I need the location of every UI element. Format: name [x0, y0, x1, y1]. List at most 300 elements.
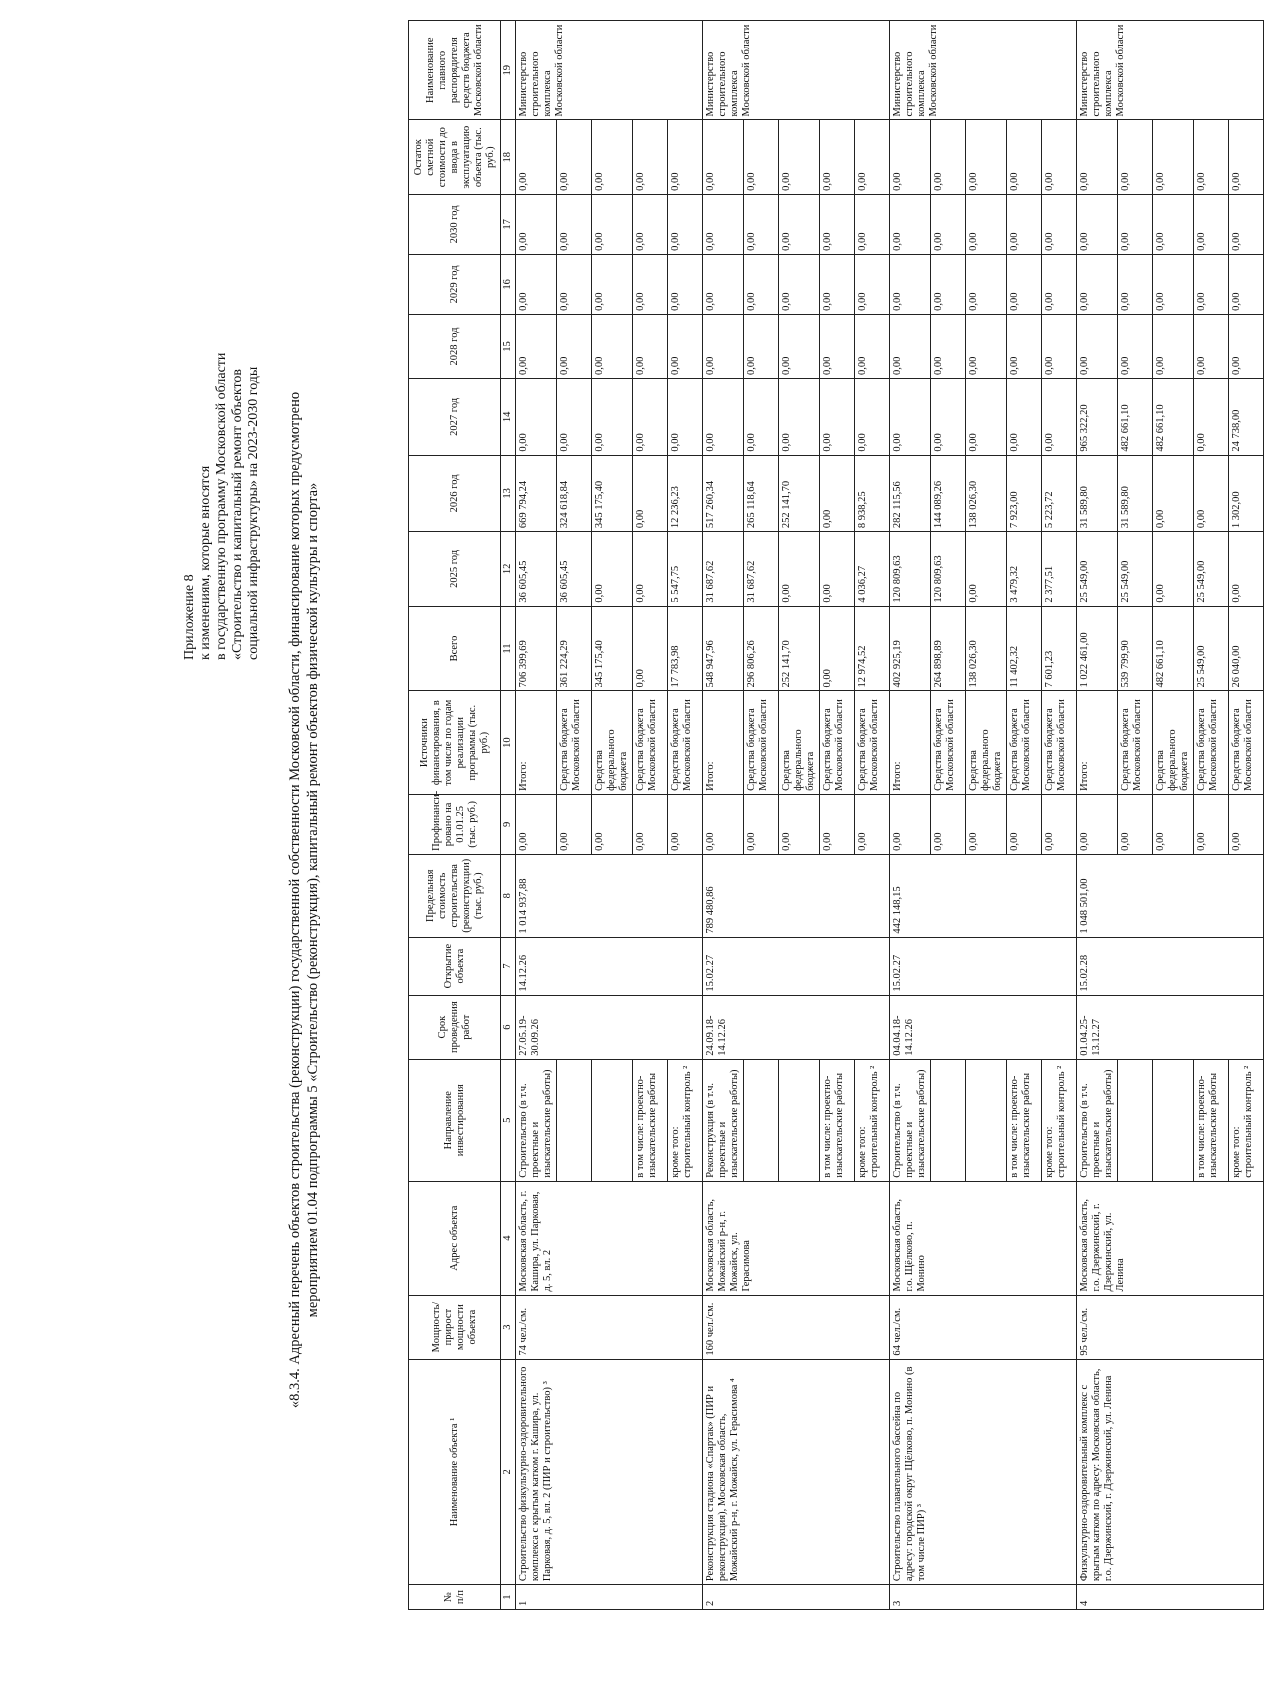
year-2030-cell: 0,00 [592, 194, 633, 254]
year-2026-cell: 5 223,72 [1042, 455, 1077, 532]
source-cell: Средства федерального бюджета [779, 691, 820, 794]
remaining-cost-cell: 0,00 [966, 120, 1007, 194]
appendix-line: в государственную программу Московской области [214, 352, 229, 660]
remaining-cost-cell: 0,00 [1153, 120, 1194, 194]
col-number: 6 [501, 995, 516, 1059]
source-cell: Средства бюджета Московской области [633, 691, 668, 794]
col-number: 12 [501, 532, 516, 606]
budget-manager: Министерство строительного комплекса Московской области [516, 21, 703, 120]
year-2027-cell: 0,00 [890, 379, 931, 456]
year-2030-cell: 0,00 [557, 194, 592, 254]
year-2030-cell: 0,00 [703, 194, 744, 254]
table-body [516, 21, 1264, 1610]
appendix-line: к изменениям, которые вносятся [198, 465, 213, 660]
col-number: 7 [501, 937, 516, 995]
year-2026-cell: 0,00 [1194, 455, 1229, 532]
year-2028-cell: 0,00 [668, 314, 703, 378]
year-2027-cell: 0,00 [744, 379, 779, 456]
total-cell: 252 141,70 [779, 606, 820, 691]
year-2028-cell: 0,00 [820, 314, 855, 378]
object-number: 4 [1077, 1585, 1264, 1610]
year-2029-cell: 0,00 [779, 254, 820, 314]
source-cell: Средства бюджета Московской области [668, 691, 703, 794]
year-2030-cell: 0,00 [1229, 194, 1264, 254]
year-2028-cell: 0,00 [1077, 314, 1118, 378]
object-address: Московская область, г. Кашира, ул. Парковая, д. 5, вл. 2 [516, 1181, 703, 1295]
year-2026-cell: 144 089,26 [931, 455, 966, 532]
year-2027-cell: 24 738,00 [1229, 379, 1264, 456]
year-2028-cell: 0,00 [557, 314, 592, 378]
year-2030-cell: 0,00 [668, 194, 703, 254]
object-name: Строительство физкультурно-оздоровительного комплекса с крытым катком г. Кашира, ул. Парковая, д. 5, вл. 2 (ПИР и строительство) ³ [516, 1359, 703, 1585]
investment-direction: Реконструкция (в т.ч. проектные и изыскательские работы) [703, 1059, 744, 1181]
limit-cost: 1 014 937,88 [516, 854, 703, 937]
col-number: 3 [501, 1295, 516, 1359]
year-2025-cell: 36 605,45 [516, 532, 557, 606]
financed-cell: 0,00 [931, 794, 966, 854]
appendix-line: Приложение 8 [182, 574, 197, 660]
year-2029-cell: 0,00 [820, 254, 855, 314]
investment-direction: кроме того: строительный контроль ² [855, 1059, 890, 1181]
financed-cell: 0,00 [592, 794, 633, 854]
financed-cell: 0,00 [703, 794, 744, 854]
budget-manager: Министерство строительного комплекса Московской области [703, 21, 890, 120]
address-list-table [408, 20, 1264, 1610]
financed-cell: 0,00 [1007, 794, 1042, 854]
object-name: Реконструкция стадиона «Спартак» (ПИР и реконструкция), Московская область, Можайский р-н, г. Можайск, ул. Герасимова ⁴ [703, 1359, 890, 1585]
object-name: Строительство плавательного бассейна по адресу: городской округ Щёлково, п. Монино (в том числе ПИР) ³ [890, 1359, 1077, 1585]
year-2026-cell: 282 115,56 [890, 455, 931, 532]
investment-direction: кроме того: строительный контроль ² [668, 1059, 703, 1181]
total-cell: 706 399,69 [516, 606, 557, 691]
table-row [703, 21, 744, 1610]
col-header: 2029 год [409, 254, 501, 314]
year-2026-cell: 324 618,84 [557, 455, 592, 532]
total-cell: 539 799,90 [1118, 606, 1153, 691]
year-2027-cell: 0,00 [592, 379, 633, 456]
source-cell: Средства бюджета Московской области [1229, 691, 1264, 794]
object-address: Московская область, Можайский р-н, г. Можайск, ул. Герасимова [703, 1181, 890, 1295]
year-2027-cell: 0,00 [855, 379, 890, 456]
col-header: Предельная стоимость строительства (реконструкции) (тыс. руб.) [409, 854, 501, 937]
year-2026-cell: 252 141,70 [779, 455, 820, 532]
total-cell: 0,00 [820, 606, 855, 691]
object-address: Московская область, г.о. Дзержинский, г. Дзержинский, ул. Ленина [1077, 1181, 1264, 1295]
total-cell: 138 026,30 [966, 606, 1007, 691]
investment-direction [557, 1059, 592, 1181]
investment-direction: в том числе: проектно-изыскательские работы [633, 1059, 668, 1181]
col-header: 2027 год [409, 379, 501, 456]
col-number: 18 [501, 120, 516, 194]
source-cell: Средства бюджета Московской области [1118, 691, 1153, 794]
total-cell: 17 783,98 [668, 606, 703, 691]
object-number: 2 [703, 1585, 890, 1610]
year-2029-cell: 0,00 [557, 254, 592, 314]
year-2030-cell: 0,00 [1007, 194, 1042, 254]
year-2026-cell: 7 923,00 [1007, 455, 1042, 532]
year-2025-cell: 0,00 [1153, 532, 1194, 606]
work-term: 24.09.18-14.12.26 [703, 995, 890, 1059]
year-2029-cell: 0,00 [1042, 254, 1077, 314]
object-number: 1 [516, 1585, 703, 1610]
col-header: Наименование главного распорядителя средств бюджета Московской области [409, 21, 501, 120]
year-2025-cell: 120 809,63 [890, 532, 931, 606]
appendix-line: социальной инфраструктуры» на 2023-2030 годы [246, 366, 261, 660]
total-cell: 12 974,52 [855, 606, 890, 691]
source-cell: Средства федерального бюджета [592, 691, 633, 794]
remaining-cost-cell: 0,00 [516, 120, 557, 194]
remaining-cost-cell: 0,00 [1118, 120, 1153, 194]
year-2030-cell: 0,00 [855, 194, 890, 254]
year-2026-cell: 8 938,25 [855, 455, 890, 532]
financed-cell: 0,00 [744, 794, 779, 854]
year-2027-cell: 0,00 [633, 379, 668, 456]
col-number: 19 [501, 21, 516, 120]
limit-cost: 442 148,15 [890, 854, 1077, 937]
object-capacity: 95 чел./см. [1077, 1295, 1264, 1359]
section-heading [286, 270, 322, 1530]
table-row [516, 21, 557, 1610]
col-number: 8 [501, 854, 516, 937]
year-2025-cell: 25 549,00 [1194, 532, 1229, 606]
source-cell: Средства бюджета Московской области [557, 691, 592, 794]
col-header: Адрес объекта [409, 1181, 501, 1295]
year-2028-cell: 0,00 [1118, 314, 1153, 378]
total-cell: 1 022 461,00 [1077, 606, 1118, 691]
year-2026-cell: 265 118,64 [744, 455, 779, 532]
col-header: Остаток сметной стоимости до ввода в эксплуатацию объекта (тыс. руб.) [409, 120, 501, 194]
financed-cell: 0,00 [516, 794, 557, 854]
source-cell: Итого: [1077, 691, 1118, 794]
year-2028-cell: 0,00 [855, 314, 890, 378]
col-header: Открытие объекта [409, 937, 501, 995]
remaining-cost-cell: 0,00 [703, 120, 744, 194]
financed-cell: 0,00 [1042, 794, 1077, 854]
total-cell: 361 224,29 [557, 606, 592, 691]
source-cell: Средства федерального бюджета [1153, 691, 1194, 794]
total-cell: 296 806,26 [744, 606, 779, 691]
col-header: Источники финансирования, в том числе по годам реализации программы (тыс. руб.) [409, 691, 501, 794]
year-2026-cell: 345 175,40 [592, 455, 633, 532]
remaining-cost-cell: 0,00 [1229, 120, 1264, 194]
year-2027-cell: 0,00 [703, 379, 744, 456]
remaining-cost-cell: 0,00 [855, 120, 890, 194]
year-2025-cell: 0,00 [633, 532, 668, 606]
year-2025-cell: 25 549,00 [1077, 532, 1118, 606]
investment-direction [1153, 1059, 1194, 1181]
heading-line: «8.3.4. Адресный перечень объектов строительства (реконструкции) государственной собственности Московской области, финансирование которых предусмотрено [287, 391, 303, 1409]
limit-cost: 1 048 501,00 [1077, 854, 1264, 937]
col-number: 5 [501, 1059, 516, 1181]
appendix-note [182, 140, 262, 660]
opening-date: 15.02.27 [890, 937, 1077, 995]
col-number: 14 [501, 379, 516, 456]
col-number: 10 [501, 691, 516, 794]
total-cell: 25 549,00 [1194, 606, 1229, 691]
investment-direction: Строительство (в т.ч. проектные и изыскательские работы) [516, 1059, 557, 1181]
year-2026-cell: 669 794,24 [516, 455, 557, 532]
remaining-cost-cell: 0,00 [890, 120, 931, 194]
object-capacity: 160 чел./см. [703, 1295, 890, 1359]
year-2030-cell: 0,00 [890, 194, 931, 254]
remaining-cost-cell: 0,00 [1194, 120, 1229, 194]
total-cell: 0,00 [633, 606, 668, 691]
table-row [1077, 21, 1118, 1610]
financed-cell: 0,00 [820, 794, 855, 854]
year-2028-cell: 0,00 [592, 314, 633, 378]
year-2028-cell: 0,00 [890, 314, 931, 378]
year-2027-cell: 0,00 [931, 379, 966, 456]
year-2027-cell: 0,00 [966, 379, 1007, 456]
col-number: 9 [501, 794, 516, 854]
year-2028-cell: 0,00 [1153, 314, 1194, 378]
source-cell: Средства бюджета Московской области [855, 691, 890, 794]
year-2029-cell: 0,00 [633, 254, 668, 314]
col-header: Мощность/ прирост мощности объекта [409, 1295, 501, 1359]
year-2026-cell: 517 260,34 [703, 455, 744, 532]
year-2027-cell: 0,00 [668, 379, 703, 456]
financed-cell: 0,00 [1153, 794, 1194, 854]
col-number: 11 [501, 606, 516, 691]
col-number: 1 [501, 1585, 516, 1610]
source-cell: Средства бюджета Московской области [1042, 691, 1077, 794]
investment-direction [966, 1059, 1007, 1181]
investment-direction: Строительство (в т.ч. проектные и изыскательские работы) [890, 1059, 931, 1181]
source-cell: Средства бюджета Московской области [1007, 691, 1042, 794]
col-number: 4 [501, 1181, 516, 1295]
year-2029-cell: 0,00 [966, 254, 1007, 314]
source-cell: Средства бюджета Московской области [820, 691, 855, 794]
year-2025-cell: 0,00 [1229, 532, 1264, 606]
year-2027-cell: 0,00 [557, 379, 592, 456]
source-cell: Итого: [890, 691, 931, 794]
year-2028-cell: 0,00 [1229, 314, 1264, 378]
year-2029-cell: 0,00 [703, 254, 744, 314]
financed-cell: 0,00 [890, 794, 931, 854]
col-number: 17 [501, 194, 516, 254]
opening-date: 15.02.27 [703, 937, 890, 995]
limit-cost: 789 480,86 [703, 854, 890, 937]
total-cell: 548 947,96 [703, 606, 744, 691]
investment-direction: Строительство (в т.ч. проектные и изыскательские работы) [1077, 1059, 1118, 1181]
year-2025-cell: 2 377,51 [1042, 532, 1077, 606]
year-2030-cell: 0,00 [931, 194, 966, 254]
year-2026-cell: 0,00 [820, 455, 855, 532]
year-2029-cell: 0,00 [1077, 254, 1118, 314]
financed-cell: 0,00 [1077, 794, 1118, 854]
remaining-cost-cell: 0,00 [1077, 120, 1118, 194]
year-2025-cell: 31 687,62 [703, 532, 744, 606]
year-2025-cell: 120 809,63 [931, 532, 966, 606]
year-2027-cell: 0,00 [820, 379, 855, 456]
financed-cell: 0,00 [1229, 794, 1264, 854]
col-number: 15 [501, 314, 516, 378]
year-2028-cell: 0,00 [703, 314, 744, 378]
year-2025-cell: 0,00 [592, 532, 633, 606]
remaining-cost-cell: 0,00 [1042, 120, 1077, 194]
year-2029-cell: 0,00 [1153, 254, 1194, 314]
year-2027-cell: 482 661,10 [1118, 379, 1153, 456]
remaining-cost-cell: 0,00 [744, 120, 779, 194]
remaining-cost-cell: 0,00 [633, 120, 668, 194]
year-2030-cell: 0,00 [1042, 194, 1077, 254]
investment-direction [931, 1059, 966, 1181]
year-2030-cell: 0,00 [1153, 194, 1194, 254]
col-header: Наименование объекта ¹ [409, 1359, 501, 1585]
source-cell: Средства бюджета Московской области [1194, 691, 1229, 794]
year-2026-cell: 138 026,30 [966, 455, 1007, 532]
table-row [890, 21, 931, 1610]
source-cell: Средства бюджета Московской области [744, 691, 779, 794]
remaining-cost-cell: 0,00 [557, 120, 592, 194]
investment-direction: в том числе: проектно-изыскательские работы [1007, 1059, 1042, 1181]
year-2025-cell: 0,00 [966, 532, 1007, 606]
object-capacity: 64 чел./см. [890, 1295, 1077, 1359]
financed-cell: 0,00 [633, 794, 668, 854]
work-term: 01.04.25-13.12.27 [1077, 995, 1264, 1059]
col-number: 16 [501, 254, 516, 314]
year-2028-cell: 0,00 [779, 314, 820, 378]
year-2026-cell: 0,00 [1153, 455, 1194, 532]
rotated-document [168, 20, 1254, 1610]
year-2030-cell: 0,00 [633, 194, 668, 254]
year-2027-cell: 0,00 [1194, 379, 1229, 456]
year-2029-cell: 0,00 [516, 254, 557, 314]
year-2025-cell: 5 547,75 [668, 532, 703, 606]
investment-direction [592, 1059, 633, 1181]
year-2030-cell: 0,00 [779, 194, 820, 254]
year-2030-cell: 0,00 [744, 194, 779, 254]
header-row [409, 21, 501, 1610]
year-2026-cell: 0,00 [633, 455, 668, 532]
heading-line: мероприятием 01.04 подпрограммы 5 «Строительство (реконструкция), капитальный ремонт объектов физической культуры и спорта» [305, 482, 321, 1318]
year-2026-cell: 31 589,80 [1118, 455, 1153, 532]
object-name: Физкультурно-оздоровительный комплекс с крытым катком по адресу: Московская область, г.о. Дзержинский, г. Дзержинский, ул. Ленина [1077, 1359, 1264, 1585]
year-2029-cell: 0,00 [668, 254, 703, 314]
year-2028-cell: 0,00 [1194, 314, 1229, 378]
year-2029-cell: 0,00 [1007, 254, 1042, 314]
year-2026-cell: 1 302,00 [1229, 455, 1264, 532]
year-2027-cell: 0,00 [1042, 379, 1077, 456]
remaining-cost-cell: 0,00 [592, 120, 633, 194]
source-cell: Итого: [703, 691, 744, 794]
source-cell: Средства федерального бюджета [966, 691, 1007, 794]
year-2028-cell: 0,00 [1042, 314, 1077, 378]
year-2029-cell: 0,00 [1229, 254, 1264, 314]
year-2025-cell: 3 479,32 [1007, 532, 1042, 606]
object-capacity: 74 чел./см. [516, 1295, 703, 1359]
total-cell: 402 925,19 [890, 606, 931, 691]
col-header: 2028 год [409, 314, 501, 378]
investment-direction [744, 1059, 779, 1181]
year-2030-cell: 0,00 [1077, 194, 1118, 254]
opening-date: 15.02.28 [1077, 937, 1264, 995]
year-2027-cell: 482 661,10 [1153, 379, 1194, 456]
financed-cell: 0,00 [1118, 794, 1153, 854]
year-2028-cell: 0,00 [1007, 314, 1042, 378]
investment-direction: кроме того: строительный контроль ² [1042, 1059, 1077, 1181]
opening-date: 14.12.26 [516, 937, 703, 995]
year-2025-cell: 31 687,62 [744, 532, 779, 606]
year-2025-cell: 36 605,45 [557, 532, 592, 606]
year-2028-cell: 0,00 [633, 314, 668, 378]
col-header: Направление инвестирования [409, 1059, 501, 1181]
year-2027-cell: 0,00 [516, 379, 557, 456]
year-2028-cell: 0,00 [744, 314, 779, 378]
source-cell: Итого: [516, 691, 557, 794]
source-cell: Средства бюджета Московской области [931, 691, 966, 794]
financed-cell: 0,00 [855, 794, 890, 854]
year-2029-cell: 0,00 [592, 254, 633, 314]
year-2027-cell: 0,00 [1007, 379, 1042, 456]
financed-cell: 0,00 [668, 794, 703, 854]
year-2026-cell: 31 589,80 [1077, 455, 1118, 532]
year-2030-cell: 0,00 [1194, 194, 1229, 254]
col-header: 2026 год [409, 455, 501, 532]
remaining-cost-cell: 0,00 [779, 120, 820, 194]
total-cell: 264 898,89 [931, 606, 966, 691]
investment-direction: в том числе: проектно-изыскательские работы [1194, 1059, 1229, 1181]
year-2028-cell: 0,00 [966, 314, 1007, 378]
year-2030-cell: 0,00 [516, 194, 557, 254]
year-2027-cell: 965 322,20 [1077, 379, 1118, 456]
financed-cell: 0,00 [557, 794, 592, 854]
year-2025-cell: 0,00 [820, 532, 855, 606]
investment-direction [779, 1059, 820, 1181]
financed-cell: 0,00 [779, 794, 820, 854]
year-2029-cell: 0,00 [1118, 254, 1153, 314]
year-2026-cell: 12 236,23 [668, 455, 703, 532]
financed-cell: 0,00 [966, 794, 1007, 854]
year-2030-cell: 0,00 [966, 194, 1007, 254]
year-2028-cell: 0,00 [516, 314, 557, 378]
remaining-cost-cell: 0,00 [1007, 120, 1042, 194]
col-number: 13 [501, 455, 516, 532]
year-2025-cell: 25 549,00 [1118, 532, 1153, 606]
year-2030-cell: 0,00 [820, 194, 855, 254]
year-2029-cell: 0,00 [1194, 254, 1229, 314]
work-term: 04.04.18-14.12.26 [890, 995, 1077, 1059]
col-header: 2030 год [409, 194, 501, 254]
col-header: Срок проведения работ [409, 995, 501, 1059]
col-header: 2025 год [409, 532, 501, 606]
budget-manager: Министерство строительного комплекса Московской области [1077, 21, 1264, 120]
col-header: Профинанси-ровано на 01.01.25 (тыс. руб.) [409, 794, 501, 854]
financed-cell: 0,00 [1194, 794, 1229, 854]
year-2027-cell: 0,00 [779, 379, 820, 456]
year-2029-cell: 0,00 [744, 254, 779, 314]
investment-direction [1118, 1059, 1153, 1181]
total-cell: 345 175,40 [592, 606, 633, 691]
year-2025-cell: 0,00 [779, 532, 820, 606]
col-number: 2 [501, 1359, 516, 1585]
total-cell: 482 661,10 [1153, 606, 1194, 691]
investment-direction: в том числе: проектно-изыскательские работы [820, 1059, 855, 1181]
year-2028-cell: 0,00 [931, 314, 966, 378]
object-address: Московская область, г.о. Щёлково, п. Монино [890, 1181, 1077, 1295]
col-header: Всего [409, 606, 501, 691]
object-number: 3 [890, 1585, 1077, 1610]
col-header: № п/п [409, 1585, 501, 1610]
year-2029-cell: 0,00 [890, 254, 931, 314]
column-number-row [501, 21, 516, 1610]
remaining-cost-cell: 0,00 [931, 120, 966, 194]
budget-manager: Министерство строительного комплекса Московской области [890, 21, 1077, 120]
appendix-line: «Строительство и капитальный ремонт объектов [230, 368, 245, 660]
remaining-cost-cell: 0,00 [820, 120, 855, 194]
year-2030-cell: 0,00 [1118, 194, 1153, 254]
year-2029-cell: 0,00 [855, 254, 890, 314]
